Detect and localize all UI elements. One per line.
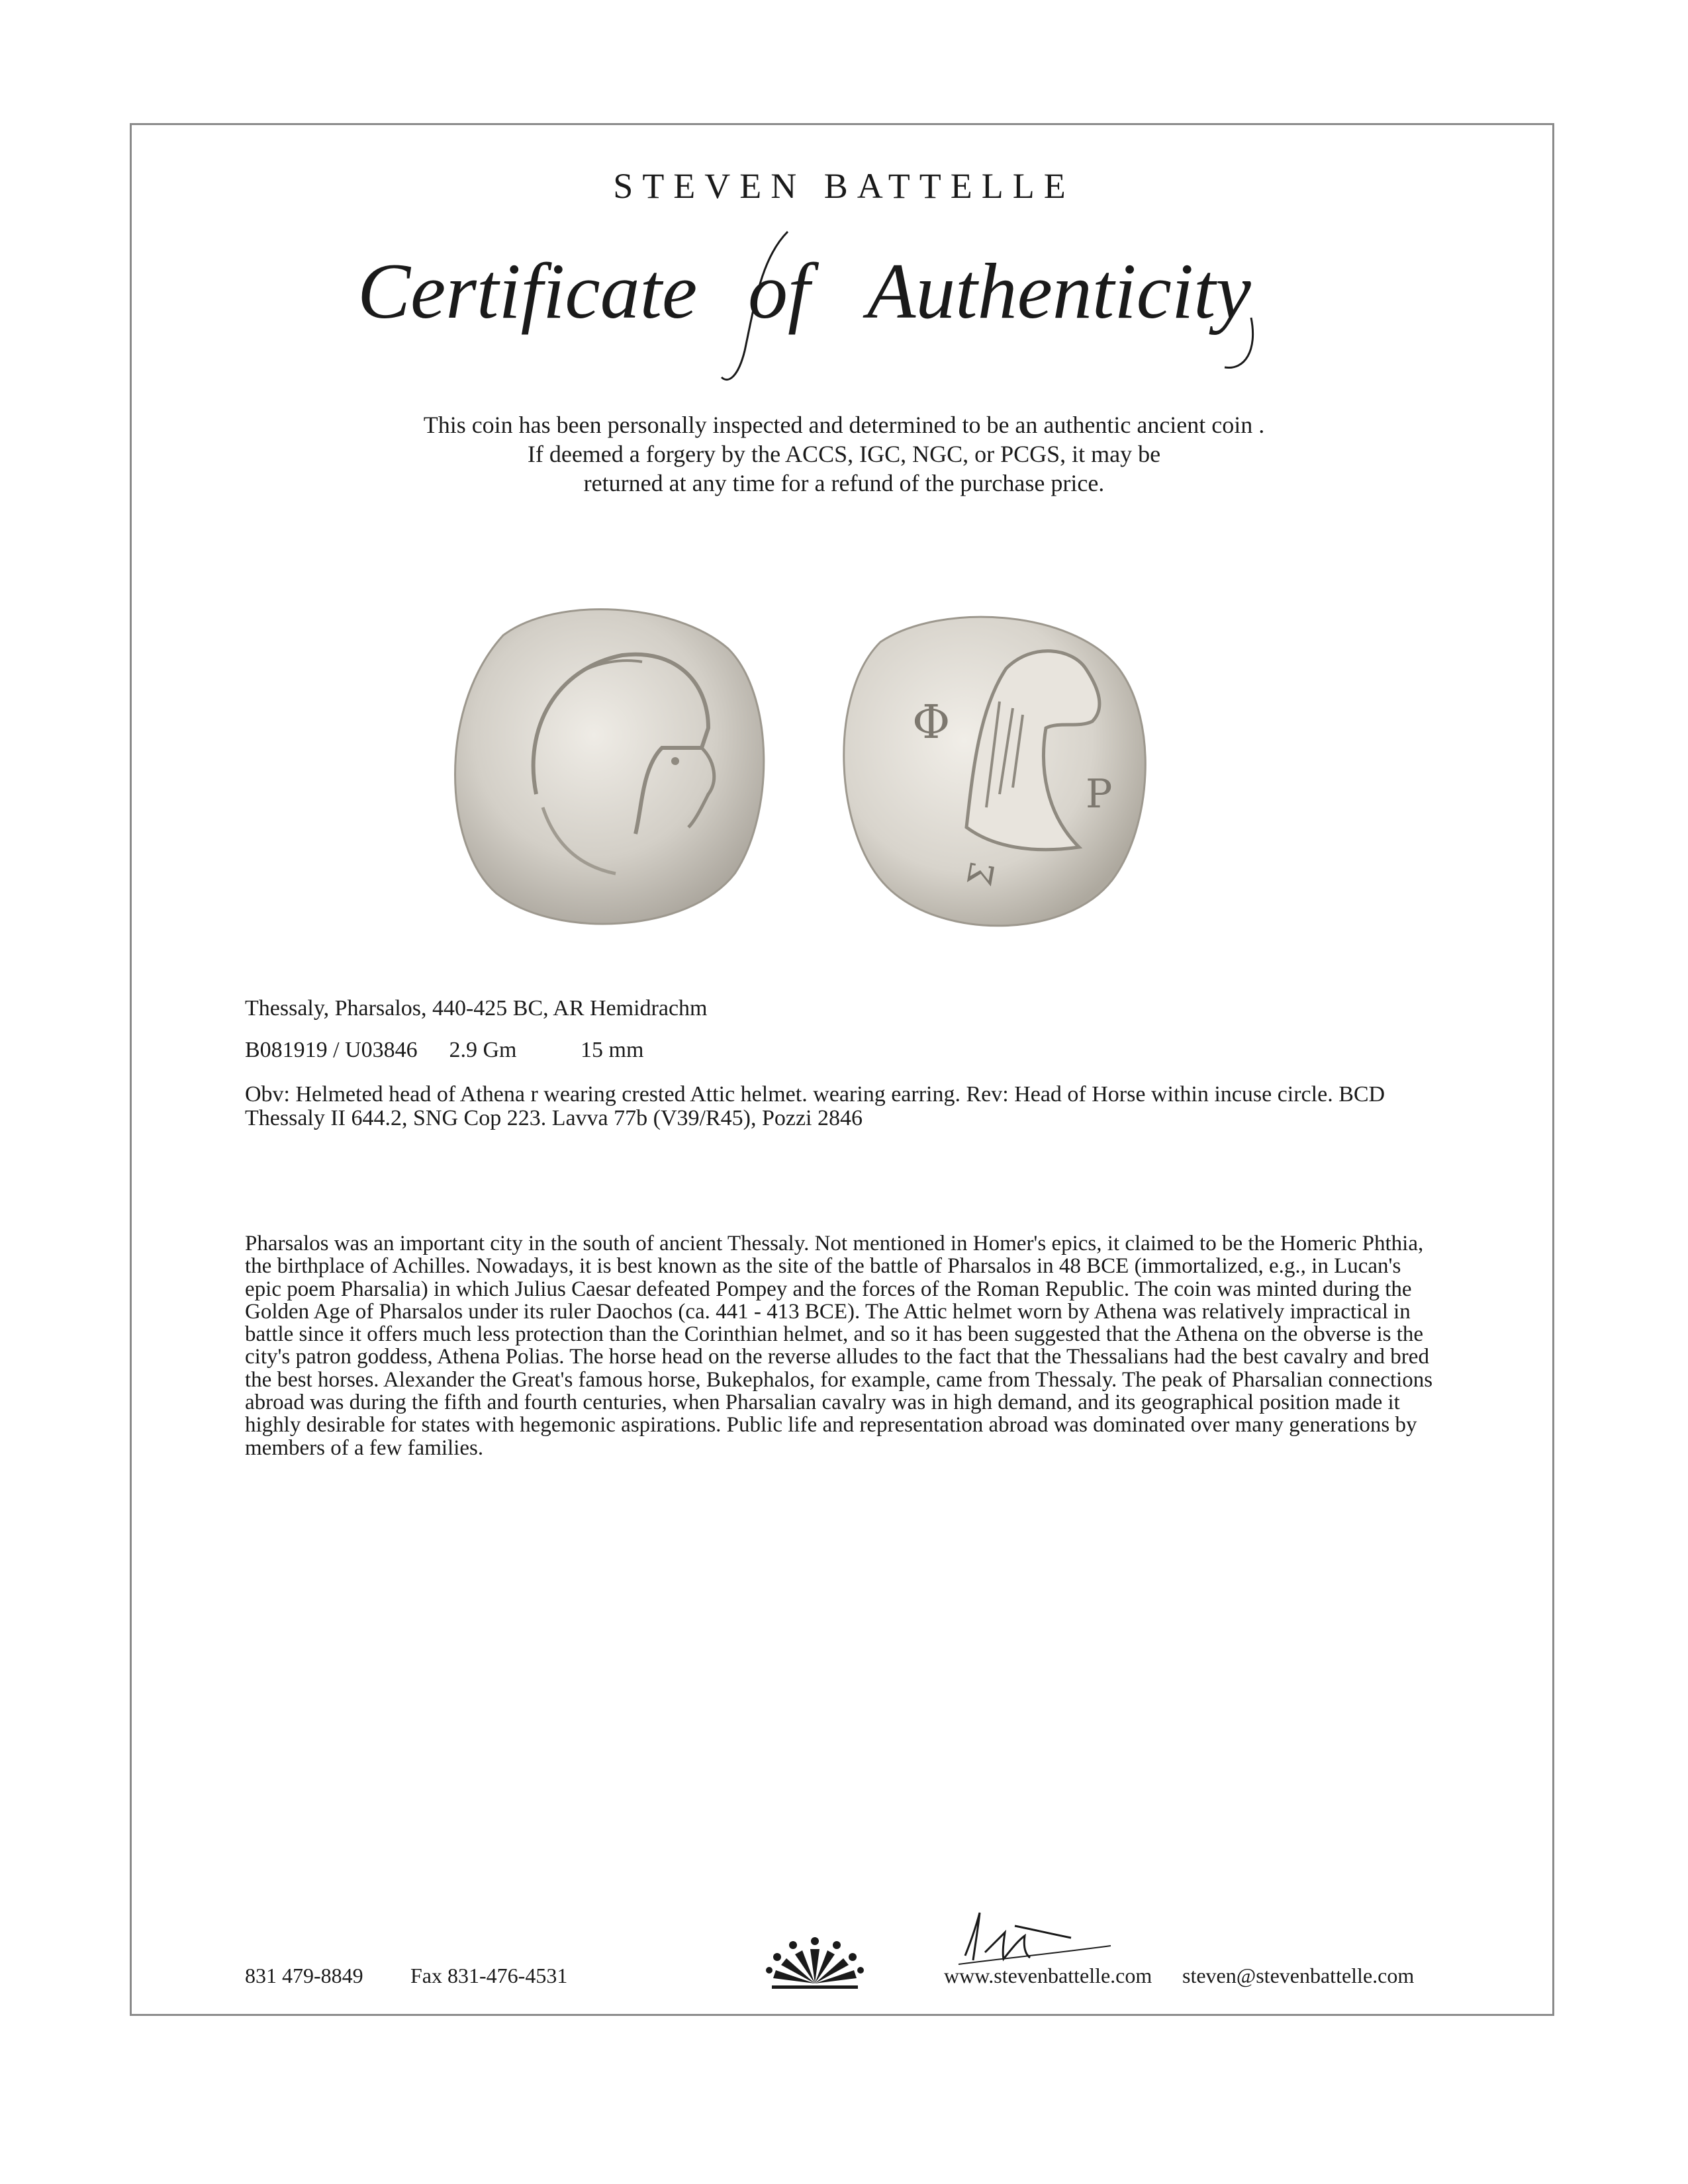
coin-weight: 2.9 Gm bbox=[449, 1038, 517, 1062]
guarantee-line: This coin has been personally inspected and determined to be an authentic ancient coin . bbox=[423, 412, 1265, 438]
guarantee-line: returned at any time for a refund of the purchase price. bbox=[583, 470, 1105, 496]
sunburst-logo-icon bbox=[765, 1923, 865, 1995]
reverse-letter-phi: Φ bbox=[912, 695, 951, 749]
fax-number: Fax 831-476-4531 bbox=[410, 1964, 568, 1987]
historical-note: Pharsalos was an important city in the south of ancient Thessaly. Not mentioned in Homer's epics, it claimed to be the Homeric Phthia, the birthplace of Achilles. Nowadays, it is best known as the site of the battle of Pharsalos in 48 BCE (immortalized, e.g., in Lucan's epic poem Pharsalia) in which Julius Caesar defeated Pompey and the forces of the Roman Republic. The coin was minted during the Golden Age of Pharsalos under its ruler Daochos (ca. 441 - 413 BCE). The Attic helmet worn by Athena was relatively impractical in battle since it offers much less protection than the Corinthian helmet, and so it has been suggested that the Athena on the obverse is the city's patron goddess, Athena Polias. The horse head on the reverse alludes to the fact that the Thessalians had the best cavalry and bred the best horses. Alexander the Great's famous horse, Bukephalos, for example, came from Thessaly. The peak of Pharsalian connections abroad was during the fifth and fourth centuries, when Pharsalian cavalry was in high demand, and its geographical position made it highly desirable for states with hegemonic aspirations. Public life and representation abroad was dominated over many generations by members of a few families. bbox=[245, 1232, 1433, 1460]
horse-head-coin-icon bbox=[844, 617, 1146, 926]
reverse-letter-rho: Ρ bbox=[1086, 771, 1113, 817]
athena-helmet-coin-icon bbox=[455, 610, 764, 924]
title-word-of: of bbox=[748, 247, 810, 335]
email-link[interactable]: steven@stevenbattelle.com bbox=[1182, 1964, 1415, 1987]
coin-title: Thessaly, Pharsalos, 440-425 BC, AR Hemidrachm bbox=[245, 996, 708, 1021]
inventory-number: B081919 / U03846 bbox=[245, 1038, 418, 1062]
website-link[interactable]: www.stevenbattelle.com bbox=[944, 1964, 1152, 1987]
brand-name: STEVEN BATTELLE bbox=[613, 166, 1075, 206]
title-word-authenticity: Authenticity bbox=[867, 247, 1251, 335]
coin-description: Obv: Helmeted head of Athena r wearing crested Attic helmet. wearing earring. Rev: Head of Horse within incuse circle. BCD Thessaly II 644.2, SNG Cop 223. Lavva 77b (V39/R45), Pozzi 2846 bbox=[245, 1082, 1385, 1130]
reverse-letter-sigma: Σ bbox=[961, 859, 1003, 889]
coin-diameter: 15 mm bbox=[581, 1038, 644, 1062]
authenticity-guarantee bbox=[0, 410, 1688, 498]
title-word-certificate: Certificate bbox=[357, 247, 698, 335]
certificate-frame bbox=[130, 123, 1554, 2016]
phone-number: 831 479-8849 bbox=[245, 1964, 363, 1987]
guarantee-line: If deemed a forgery by the ACCS, IGC, NGC, or PCGS, it may be bbox=[527, 441, 1161, 467]
coin-photos bbox=[424, 596, 1192, 953]
certificate-title bbox=[331, 218, 1324, 390]
coin-identifiers bbox=[245, 1038, 1423, 1063]
signature-icon bbox=[939, 1899, 1137, 1972]
